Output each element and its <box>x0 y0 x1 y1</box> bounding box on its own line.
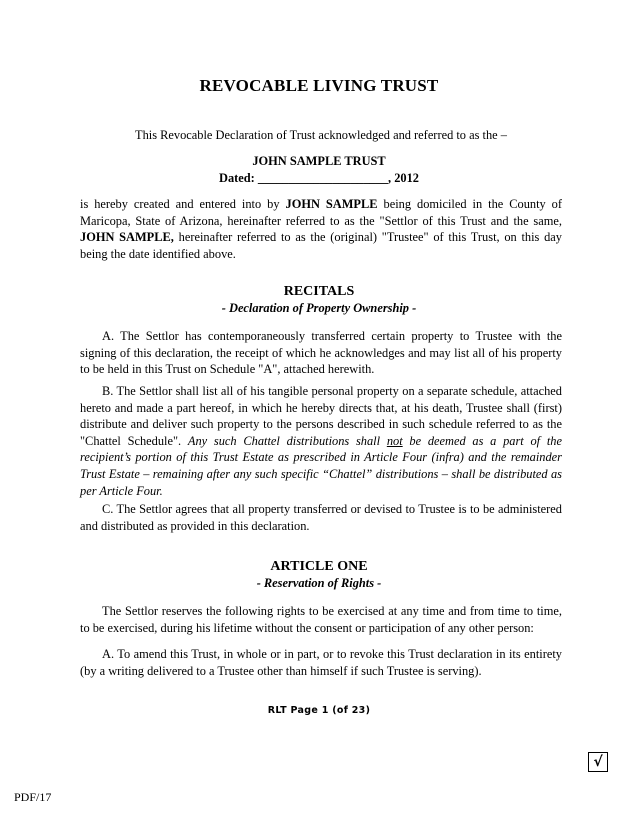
article-one-subheading: - Reservation of Rights - <box>256 576 382 590</box>
intro-line: This Revocable Declaration of Trust acknowledged and referred to as the – <box>135 128 507 142</box>
recital-c: C. The Settlor agrees that all property transferred or devised to Trustee is to be administered and distributed as provided in this declaration. <box>80 502 562 533</box>
recitals-heading: RECITALS <box>283 284 355 299</box>
recital-b-italic1: Any such Chattel distributions shall <box>187 433 387 448</box>
pdf-page-marker: PDF/17 <box>14 790 52 804</box>
page-footer: RLT Page 1 (of 23) <box>267 705 371 716</box>
article-one-paragraph: The Settlor reserves the following rights to be exercised at any time and from time to time, to be exercised, during his lifetime without the consent or participation of any other person: <box>80 604 562 635</box>
settlor-name: JOHN SAMPLE <box>285 197 378 211</box>
opening-part3: hereinafter referred to as the (original) "Trustee" of this Trust, on this day being the date identified above. <box>80 230 563 261</box>
document-title: REVOCABLE LIVING TRUST <box>199 76 439 95</box>
opening-part1: is hereby created and entered into by <box>80 197 286 211</box>
dated-line: Dated: _____________________, 2012 <box>219 171 419 185</box>
recital-b-plain: B. The Settlor shall list all of his tangible personal property on a separate schedule, attached hereto and made a part hereof, in which he hereby directs that, at his death, Trustee shall (first) distribute and deliver such property to the persons described in such schedule referred to as the "Chattel Schedule". <box>80 384 562 448</box>
recitals-subheading: - Declaration of Property Ownership - <box>221 301 417 315</box>
recital-b-italic2: be deemed as a part of the recipient’s portion of this Trust Estate as prescribed in Article Four (infra) and the remainder Trust Estate – remaining after any such specific “Chattel” distributions – shall be distributed as per Article Four. <box>80 433 562 498</box>
article-one-para-a: A. To amend this Trust, in whole or in part, or to revoke this Trust declaration in its entirety (by a writing delivered to a Trustee other than himself if such Trustee is serving). <box>80 647 562 678</box>
trust-name: JOHN SAMPLE TRUST <box>252 154 386 168</box>
check-box[interactable]: √ <box>588 752 608 772</box>
recital-a: A. The Settlor has contemporaneously transferred certain property to Trustee with the signing of this declaration, the receipt of which he acknowledges and may list all of his property to be held in this Trust on Schedule "A", attached herewith. <box>80 329 562 377</box>
recital-b <box>80 383 562 499</box>
trustee-name: JOHN SAMPLE, <box>80 230 174 245</box>
opening-paragraph <box>80 196 562 262</box>
recital-b-underline: not <box>386 433 403 448</box>
opening-part2: being domiciled in the County of Maricopa, State of Arizona, hereinafter referred to as the "Settlor of this Trust and the same, <box>80 197 563 228</box>
article-one-heading: ARTICLE ONE <box>270 559 368 574</box>
